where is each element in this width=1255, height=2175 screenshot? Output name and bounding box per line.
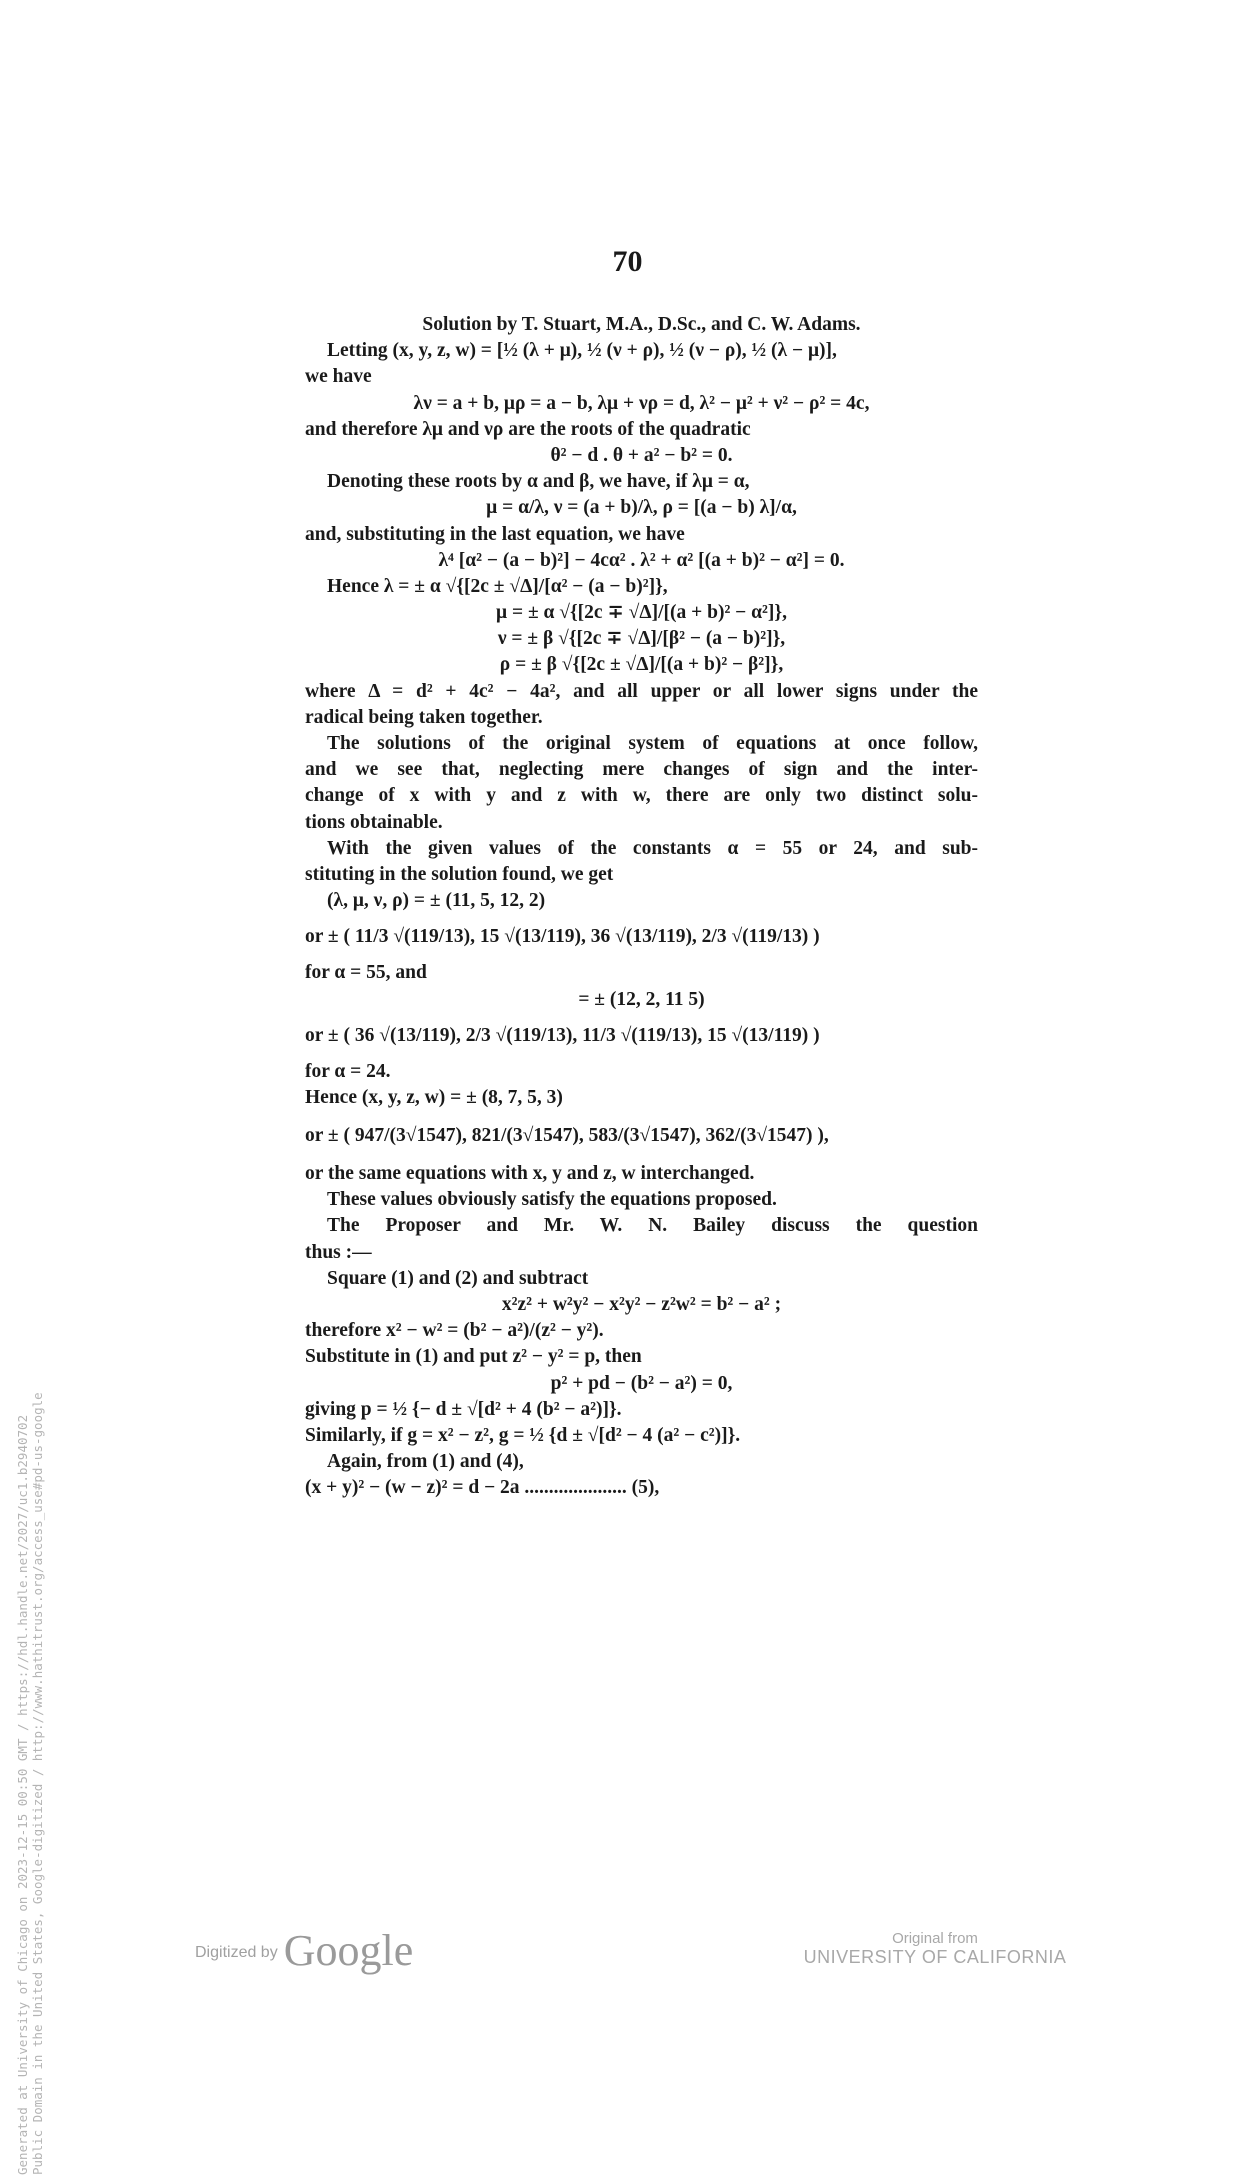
document-body — [305, 312, 978, 1502]
text-line: or ± ( 11/3 √(119/13), 15 √(13/119), 36 √(13/119), 2/3 √(119/13) ) — [305, 926, 820, 948]
text-line: thus :— — [305, 1241, 372, 1263]
text-line: μ = α/λ, ν = (a + b)/λ, ρ = [(a − b) λ]/α, — [486, 497, 797, 519]
text-line: With the given values of the constants α = 55 or 24, and sub- — [327, 837, 978, 859]
text-line: = ± (12, 2, 11 5) — [578, 988, 705, 1010]
text-line: Again, from (1) and (4), — [327, 1451, 524, 1473]
text-line: Solution by T. Stuart, M.A., D.Sc., and C. W. Adams. — [422, 314, 861, 335]
original-from-label: Original from — [892, 1930, 978, 1947]
text-line: ρ = ± β √{[2c ± √Δ]/[(a + b)² − β²]}, — [499, 654, 784, 676]
text-line: and, substituting in the last equation, we have — [305, 523, 685, 545]
text-line: λ⁴ [α² − (a − b)²] − 4cα² . λ² + α² [(a + b)² − α²] = 0. — [438, 549, 845, 571]
text-line: Square (1) and (2) and subtract — [327, 1267, 589, 1289]
rights-note: Public Domain in the United States, Google-digitized / http://www.hathitrust.org/access_use#pd-us-google — [30, 1392, 45, 2175]
text-line: The solutions of the original system of equations at once follow, — [327, 733, 978, 754]
text-line: stituting in the solution found, we get — [305, 863, 614, 885]
text-line: θ² − d . θ + a² − b² = 0. — [550, 444, 733, 466]
digitized-by-label: Digitized by — [195, 1944, 278, 1961]
text-line: μ = ± α √{[2c ∓ √Δ]/[(a + b)² − α²]}, — [496, 602, 787, 624]
text-line: and we see that, neglecting mere changes of sign and the inter- — [305, 759, 978, 781]
text-line: Substitute in (1) and put z² − y² = p, then — [305, 1346, 642, 1368]
text-line: Letting (x, y, z, w) = [½ (λ + μ), ½ (ν + ρ), ½ (ν − ρ), ½ (λ − μ)], — [327, 340, 837, 362]
text-line: (x + y)² − (w − z)² = d − 2a ..................... (5), — [305, 1477, 660, 1499]
university-label: UNIVERSITY OF CALIFORNIA — [803, 1947, 1067, 1967]
text-line: or ± ( 947/(3√1547), 821/(3√1547), 583/(3√1547), 362/(3√1547) ), — [305, 1125, 829, 1147]
text-line: ν = ± β √{[2c ∓ √Δ]/[β² − (a − b)²]}, — [497, 628, 786, 650]
text-line: giving p = ½ {− d ± √[d² + 4 (b² − a²)]}. — [305, 1398, 622, 1420]
text-line: for α = 55, and — [305, 962, 427, 984]
digitized-by-footer — [195, 1925, 413, 1976]
text-line: tions obtainable. — [305, 811, 443, 833]
text-line: Denoting these roots by α and β, we have, if λμ = α, — [327, 471, 750, 493]
text-line: and therefore λμ and νρ are the roots of the quadratic — [305, 418, 751, 440]
hathitrust-sidebar-note — [15, 1075, 45, 2175]
text-line: These values obviously satisfy the equations proposed. — [327, 1189, 777, 1211]
text-line: or the same equations with x, y and z, w interchanged. — [305, 1163, 755, 1185]
text-line: p² + pd − (b² − a²) = 0, — [550, 1372, 733, 1394]
original-from-footer — [785, 1930, 1085, 1968]
text-line: Hence λ = ± α √{[2c ± √Δ]/[α² − (a − b)²]}, — [327, 575, 668, 597]
text-line: The Proposer and Mr. W. N. Bailey discuss the question — [327, 1215, 978, 1237]
text-line: or ± ( 36 √(13/119), 2/3 √(119/13), 11/3 √(119/13), 15 √(13/119) ) — [305, 1024, 820, 1046]
text-line: x²z² + w²y² − x²y² − z²w² = b² − a² ; — [501, 1294, 782, 1315]
text-line: radical being taken together. — [305, 706, 543, 728]
text-line: λν = a + b, μρ = a − b, λμ + νρ = d, λ² − μ² + ν² − ρ² = 4c, — [413, 392, 870, 414]
text-line: therefore x² − w² = (b² − a²)/(z² − y²). — [305, 1320, 604, 1342]
text-line: Similarly, if g = x² − z², g = ½ {d ± √[d² − 4 (a² − c²)]}. — [305, 1424, 741, 1446]
google-logo: Google — [283, 1926, 414, 1975]
text-line: Hence (x, y, z, w) = ± (8, 7, 5, 3) — [305, 1086, 563, 1108]
text-line: where Δ = d² + 4c² − 4a², and all upper or all lower signs under the — [305, 680, 978, 702]
text-line: we have — [305, 366, 372, 388]
generation-note: Generated at University of Chicago on 2023-12-15 00:50 GMT / https://hdl.handle.net/2027/uc1.b2940702 — [15, 1414, 30, 2175]
text-line: for α = 24. — [305, 1060, 391, 1082]
page-number: 70 — [612, 245, 643, 278]
text-line: (λ, μ, ν, ρ) = ± (11, 5, 12, 2) — [327, 890, 546, 912]
text-line: change of x with y and z with w, there are only two distinct solu- — [305, 785, 978, 807]
